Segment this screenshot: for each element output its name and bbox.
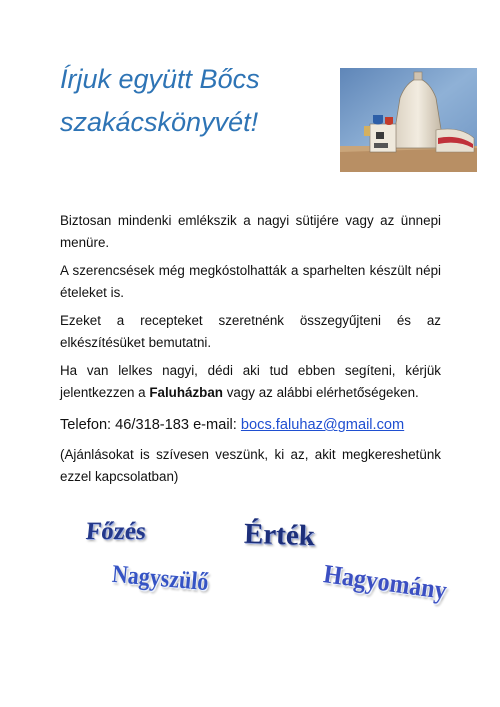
wordart-nagyszulo: Nagyszülő: [110, 558, 210, 596]
body-text: [60, 210, 441, 494]
paragraph-collect: Ezeket a recepteket szeretnénk összegyűjteni és az elkészítésüket bemutatni.: [60, 313, 441, 350]
faluhaz-label: Faluházban: [149, 385, 223, 400]
cta-text-after: vagy az alábbi elérhetőségeken.: [222, 385, 419, 400]
traditional-stove-illustration: [340, 68, 477, 172]
wordart-ertek: Érték: [243, 517, 316, 553]
contact-line: [60, 414, 441, 436]
paragraph-call-to-action: [60, 360, 441, 404]
title-line-1: Írjuk együtt Bőcs: [60, 64, 260, 94]
paragraph-sparhelt: A szerencsések még megkóstolhatták a sparhelten készült népi ételeket is.: [60, 263, 441, 300]
cta-text-before: Ha van lelkes nagyi, dédi aki tud ebben segíteni, kérjük jelentkezzen a: [60, 363, 441, 400]
paragraph-recommendations: (Ajánlásokat is szívesen veszünk, ki az, akit megkereshetünk ezzel kapcsolatban): [60, 447, 441, 484]
title-line-2: szakácskönyvét!: [60, 107, 259, 137]
phone-text: Telefon: 46/318-183 e-mail:: [60, 417, 241, 433]
wordart-hagyomany: Hagyomány: [321, 560, 449, 606]
wordart-fozes: Főzés: [84, 518, 148, 545]
email-link[interactable]: bocs.faluhaz@gmail.com: [240, 417, 405, 433]
paragraph-memories: Biztosan mindenki emlékszik a nagyi sütijére vagy az ünnepi menüre.: [60, 213, 441, 250]
page-title: [60, 58, 340, 144]
